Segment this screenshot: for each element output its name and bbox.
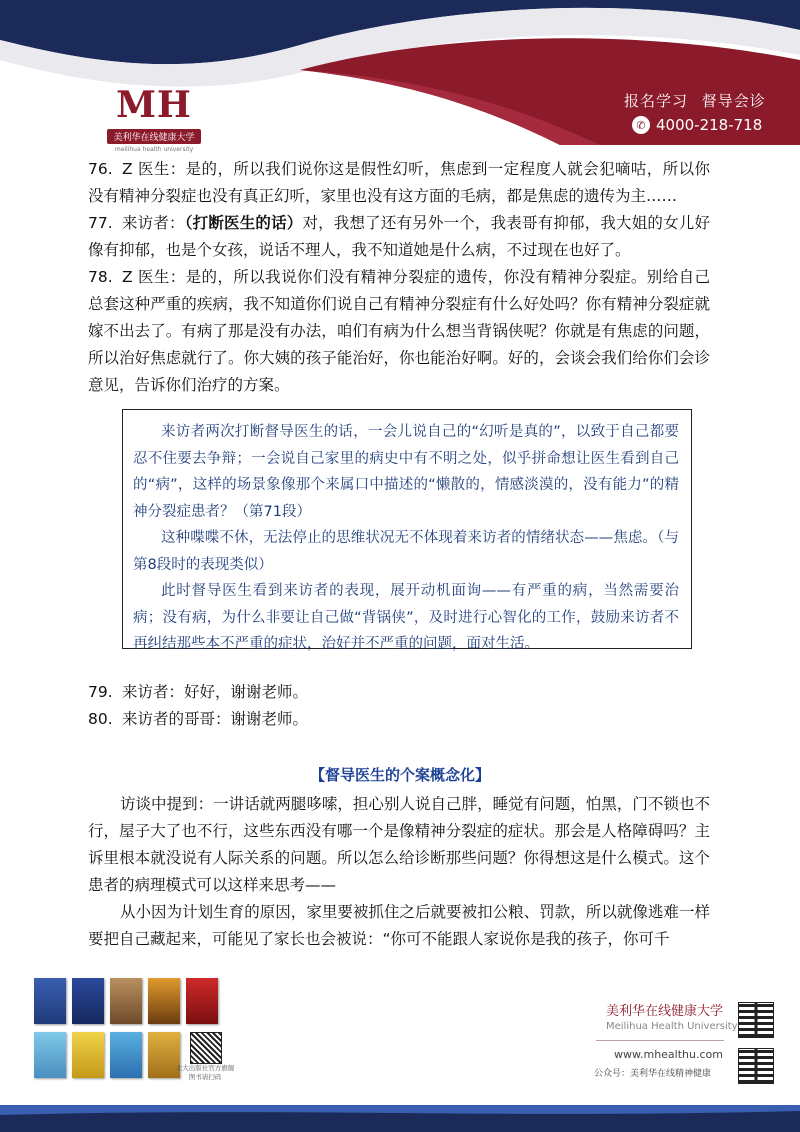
- header-slogan: [624, 90, 774, 111]
- speaker: Z 医生：: [122, 268, 186, 286]
- note-paragraph: 这种喋喋不休，无法停止的思维状况无不体现着来访者的情绪状态——焦虑。（与第8段时的表现类似）: [133, 530, 679, 573]
- note-paragraph: 此时督导医生看到来访者的表现，展开动机面询——有严重的病，当然需要治病；没有病，为什么非要让自己做“背锅侠”，及时进行心智化的工作，鼓励来访者不再纠结那些本不严重的症状，治好并不严重的问题，面对生活。: [133, 583, 679, 652]
- books-caption: [160, 1064, 250, 1082]
- logo-mark: MH: [116, 84, 192, 126]
- supervisor-note-box: [122, 409, 692, 652]
- footer-university-cn: 美利华在线健康大学: [606, 1004, 724, 1019]
- footer-divider: [596, 1040, 724, 1041]
- phone-icon: ✆: [632, 116, 650, 134]
- dialogue-78: [88, 264, 710, 399]
- note-paragraph: 来访者两次打断督导医生的话，一会儿说自己的“幻听是真的”，以致于自己都要忍不住要去争辩；一会说自己家里的病史中有不明之处，似乎拼命想让医生看到自己的“病”，这样的场景象像那个来属口中描述的“懒散的，情感淡漠的，没有能力”的精神分裂症患者？（第71段）: [133, 424, 679, 520]
- speaker: 来访者：: [122, 214, 185, 232]
- prose-paragraph: 从小因为计划生育的原因，家里要被抓住之后就要被扣公粮、罚款，所以就像逃难一样要把自己藏起来，可能见了家长也会被说：“你可不能跟人家说你是我的孩子，你可千: [88, 903, 710, 948]
- book-cover: [186, 978, 218, 1024]
- book-cover: [34, 978, 66, 1024]
- dialogue-number: 78.: [88, 268, 113, 286]
- book-cover: [34, 1032, 66, 1078]
- slogan-register: 报名学习: [624, 92, 689, 110]
- website-qr-code: [738, 1002, 774, 1038]
- dialogue-76: [88, 156, 710, 210]
- case-conceptualization: [88, 791, 710, 953]
- book-cover: [148, 978, 180, 1024]
- footer-university-en: Meilihua Health University: [606, 1021, 738, 1032]
- dialogue-body: [88, 210, 710, 264]
- wechat-qr-code: [738, 1048, 774, 1084]
- dialogue-number: 76.: [88, 160, 113, 178]
- dialogue-number: 77.: [88, 214, 113, 232]
- book-cover: [72, 1032, 104, 1078]
- prose-paragraph: 访谈中提到：一讲话就两腿哆嗦，担心别人说自己胖，睡觉有问题，怕黑，门不锁也不行，屋子大了也不行，这些东西没有哪一个是像精神分裂症的症状。那会是人格障碍吗？主诉里根本就没说有人际关系的问题。所以怎么给诊断那些问题？你得想这是什么模式。这个患者的病理模式可以这样来思考——: [88, 795, 710, 894]
- dialogue-79: [88, 679, 710, 706]
- dialogue-number: 80.: [88, 710, 113, 728]
- book-cover: [72, 978, 104, 1024]
- books-caption-line: 图书请扫码: [188, 1073, 222, 1081]
- dialogue-text: 来访者：好好，谢谢老师。: [122, 683, 309, 701]
- header-phone: [632, 116, 762, 134]
- slogan-consult: 督导会诊: [701, 92, 766, 110]
- book-cover: [110, 978, 142, 1024]
- dialogue-text: 是的，所以我们说你这是假性幻听，焦虑到一定程度人就会犯嘀咕，所以你没有精神分裂症也没有真正幻听，家里也没有这方面的毛病，都是焦虑的遗传为主……: [88, 160, 710, 205]
- university-logo: [100, 85, 208, 155]
- footer-bar: [0, 1105, 800, 1132]
- dialogue-text: 是的，所以我说你们没有精神分裂症的遗传，你没有精神分裂症。别给自己总套这种严重的疾病，我不知道你们说自己有精神分裂症有什么好处吗？你有精神分裂症就嫁不出去了。有病了那是没有办法，咱们有病为什么想当背锅侠呢？你就是有焦虑的问题，所以治好焦虑就行了。你大姨的孩子能治好，你也能治好啊。好的，会谈会我们给你们会诊意见，告诉你们治疗的方案。: [88, 268, 710, 394]
- dialogue-77: [88, 210, 710, 264]
- books-qr-code: [190, 1032, 222, 1064]
- logo-subtitle: meilihua health university: [114, 146, 194, 153]
- dialogue-body: [88, 264, 710, 399]
- speaker: Z 医生：: [122, 160, 186, 178]
- stage-direction: （打断医生的话）: [184, 214, 303, 232]
- books-caption-line: 北大出版社官方旗舰: [175, 1064, 235, 1072]
- logo-ribbon: 美利华在线健康大学: [107, 129, 200, 144]
- dialogue-80: [88, 706, 710, 733]
- dialogue-number: 79.: [88, 683, 113, 701]
- footer-wechat: 公众号：美利华在线精神健康: [594, 1069, 712, 1079]
- dialogue-text: 对，我想了还有另外一个，我表哥有抑郁，我大姐的女儿好像有抑郁，也是个女孩，说话不理人，我不知道她是什么病，不过现在也好了。: [88, 214, 710, 259]
- section-title: 【督导医生的个案概念化】: [309, 766, 490, 784]
- dialogue-text: 来访者的哥哥：谢谢老师。: [122, 710, 309, 728]
- phone-number: 4000-218-718: [656, 116, 763, 134]
- footer-website[interactable]: www.mhealthu.com: [614, 1048, 723, 1061]
- book-cover: [110, 1032, 142, 1078]
- dialogue-body: [88, 156, 710, 210]
